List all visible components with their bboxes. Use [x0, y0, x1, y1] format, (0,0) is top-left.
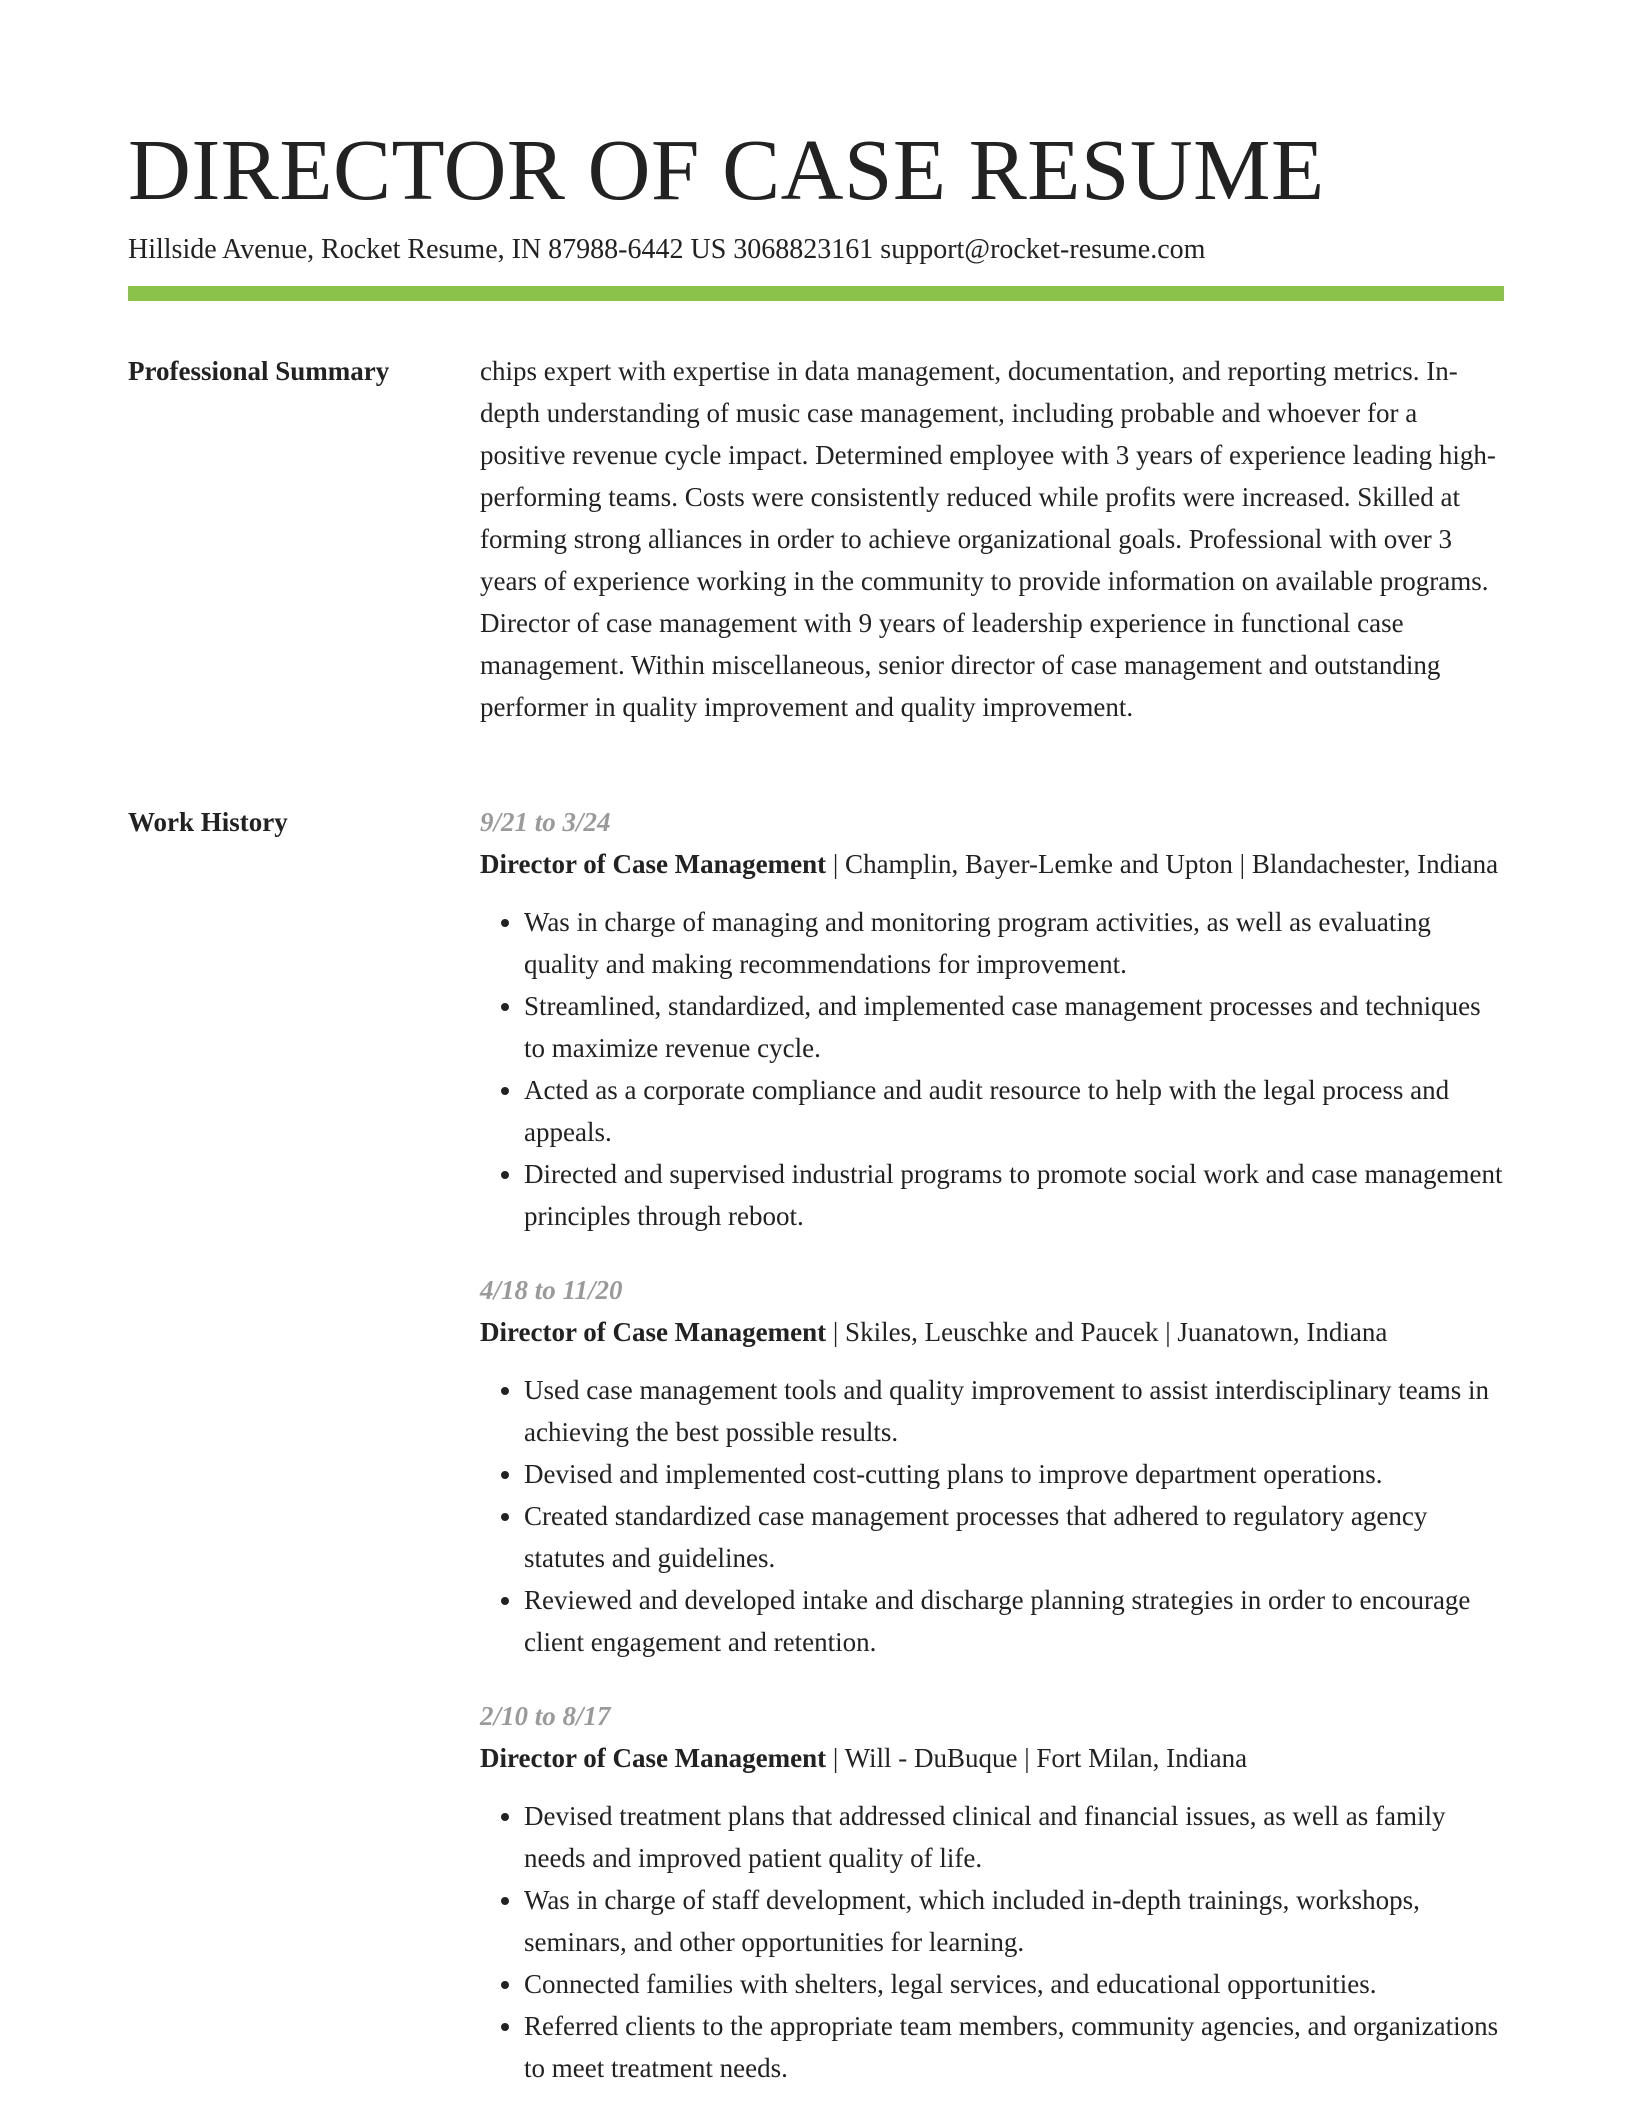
job-heading: [480, 1311, 1504, 1353]
section-label-summary: Professional Summary: [128, 356, 390, 386]
job-dates: 4/18 to 11/20: [480, 1275, 623, 1305]
contact-info: Hillside Avenue, Rocket Resume, IN 87988-6442 US 3068823161 support@rocket-resume.com: [128, 234, 1206, 265]
job-heading: [480, 843, 1504, 885]
job-bullet: • Used case management tools and quality improvement to assist interdisciplinary teams in achieving the best possible results.: [524, 1369, 1504, 1453]
job-title: Director of Case Management: [480, 1743, 827, 1773]
work-history-body: [480, 801, 1504, 2121]
job-bullet: • Reviewed and developed intake and discharge planning strategies in order to encourage client engagement and retention.: [524, 1579, 1504, 1663]
job-bullets: [480, 901, 1504, 1237]
job-details: | Will - DuBuque | Fort Milan, Indiana: [826, 1743, 1248, 1773]
summary-text: chips expert with expertise in data management, documentation, and reporting metrics. In-depth understanding of music case management, including probable and whoever for a positive revenue cycle impact. Determined employee with 3 years of experience leading high-performing teams. Costs were consistently reduced while profits were increased. Skilled at forming strong alliances in order to achieve organizational goals. Professional with over 3 years of experience working in the community to provide information on available programs. Director of case management with 9 years of leadership experience in functional case management. Within miscellaneous, senior director of case management and outstanding performer in quality improvement and quality improvement.: [480, 356, 1496, 722]
job-heading: [480, 1737, 1504, 1779]
job-details: | Champlin, Bayer-Lemke and Upton | Blandachester, Indiana: [826, 849, 1499, 879]
job-bullet: • Created standardized case management processes that adhered to regulatory agency statutes and guidelines.: [524, 1495, 1504, 1579]
job-bullet: • Referred clients to the appropriate team members, community agencies, and organizations to meet treatment needs.: [524, 2005, 1504, 2089]
header-accent-rule: [128, 286, 1504, 301]
job-bullets: [480, 1369, 1504, 1663]
job-dates: 9/21 to 3/24: [480, 807, 611, 837]
job-entry: [480, 1269, 1504, 1663]
job-bullet: • Devised treatment plans that addressed clinical and financial issues, as well as family needs and improved patient quality of life.: [524, 1795, 1504, 1879]
summary-body: [480, 350, 1504, 728]
job-entry: [480, 1695, 1504, 2089]
section-label-work-history: Work History: [128, 807, 288, 837]
job-details: | Skiles, Leuschke and Paucek | Juanatown, Indiana: [826, 1317, 1388, 1347]
job-bullet: • Directed and supervised industrial programs to promote social work and case management principles through reboot.: [524, 1153, 1504, 1237]
job-bullet: • Acted as a corporate compliance and audit resource to help with the legal process and appeals.: [524, 1069, 1504, 1153]
job-title: Director of Case Management: [480, 1317, 827, 1347]
job-bullet: • Devised and implemented cost-cutting plans to improve department operations.: [524, 1453, 1504, 1495]
job-bullets: [480, 1795, 1504, 2089]
job-title: Director of Case Management: [480, 849, 827, 879]
job-entry: [480, 801, 1504, 1237]
job-bullet: • Connected families with shelters, legal services, and educational opportunities.: [524, 1963, 1504, 2005]
job-bullet: • Was in charge of staff development, which included in-depth trainings, workshops, seminars, and other opportunities for learning.: [524, 1879, 1504, 1963]
job-dates: 2/10 to 8/17: [480, 1701, 611, 1731]
resume-title: DIRECTOR OF CASE RESUME: [128, 121, 1325, 218]
job-bullet: • Streamlined, standardized, and implemented case management processes and techniques to maximize revenue cycle.: [524, 985, 1504, 1069]
job-bullet: • Was in charge of managing and monitoring program activities, as well as evaluating quality and making recommendations for improvement.: [524, 901, 1504, 985]
